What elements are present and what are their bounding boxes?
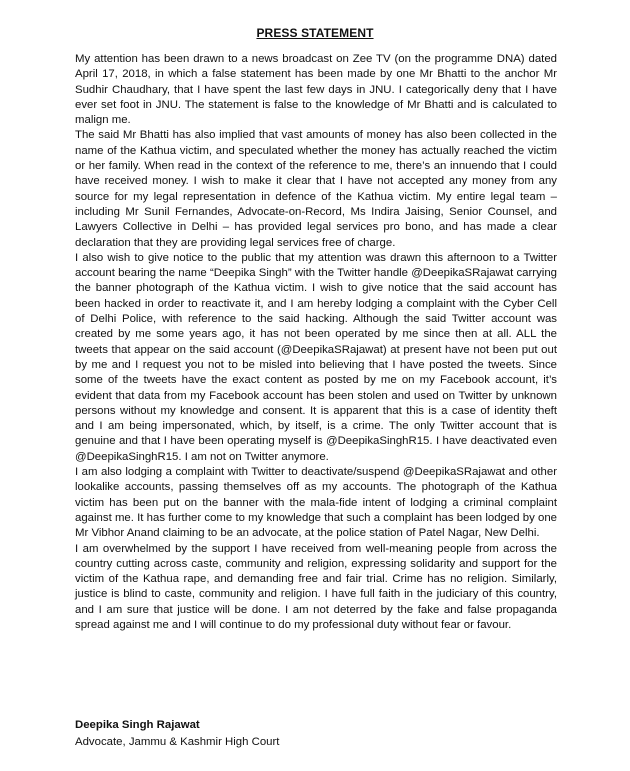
- paragraph-jnu-denial: My attention has been drawn to a news broadcast on Zee TV (on the programme DNA) dated April 17, 2018, in which a false statement has been made by one Mr Bhatti to the anchor Mr Sudhir Chaudhary, that I have spent the last few days in JNU. I categorically deny that I have ever set foot in JNU. The statement is false to the knowledge of Mr Bhatti and is calculated to malign me.: [75, 53, 557, 127]
- signatory-name: Deepika Singh Rajawat: [75, 719, 200, 731]
- paragraph-twitter-hacking: I also wish to give notice to the public that my attention was drawn this afternoon to a Twitter account bearing the name “Deepika Singh” with the Twitter handle @DeepikaSRajawat carrying the banner photograph of the Kathua victim. I wish to give notice that the said account has been hacked in order to reactivate it, and I am hereby lodging a complaint with the Cyber Cell of Delhi Police, with reference to the said hacking. Although the said Twitter account was created by me some years ago, it has not been operated by me since then at all. ALL the tweets that appear on the said account (@DeepikaSRajawat) at present have not been put out by me and I request you not to be misled into believing that I have posted the tweets. Since some of the tweets have the exact content as posted by me on my Facebook account, it’s evident that data from my Facebook account has been stolen and used on Twitter by unknown persons without my knowledge and consent. It is apparent that this is a case of identity theft and I am being impersonated, which, by itself, is a crime. The only Twitter account that is genuine and that I have been operating myself is @DeepikaSinghR15. I have deactivated even @DeepikaSinghR15. I am not on Twitter anymore.: [75, 251, 557, 463]
- document-title: PRESS STATEMENT: [256, 26, 374, 40]
- signatory-role: Advocate, Jammu & Kashmir High Court: [75, 736, 280, 748]
- paragraph-money-allegation: The said Mr Bhatti has also implied that vast amounts of money has also been collected in the name of the Kathua victim, and speculated whether the money has actually reached the victim or her family. When read in the context of the reference to me, there’s an innuendo that I could have received money. I wish to make it clear that I have not accepted any money from any source for my legal representation in defence of the Kathua victim. My entire legal team – including Mr Sunil Fernandes, Advocate-on-Record, Ms Indira Jaising, Senior Counsel, and Lawyers Collective in Delhi – has provided legal services pro bono, and has made a clear declaration that they are providing legal services free of charge.: [75, 129, 557, 249]
- signature-block: [75, 717, 557, 751]
- paragraph-complaint: I am also lodging a complaint with Twitter to deactivate/suspend @DeepikaSRajawat and other lookalike accounts, passing themselves off as my accounts. The photograph of the Kathua victim has been put on the banner with the mala-fide intent of lodging a criminal complaint against me. It has further come to my knowledge that such a complaint has been lodged by one Mr Vibhor Anand claiming to be an advocate, at the police station of Patel Nagar, New Delhi.: [75, 466, 557, 540]
- statement-body: [75, 52, 557, 633]
- paragraph-support: I am overwhelmed by the support I have received from well-meaning people from across the country cutting across caste, community and religion, expressing solidarity and support for the victim of the Kathua rape, and demanding free and fair trial. Crime has no religion. Similarly, justice is blind to caste, community and religion. I have full faith in the judiciary of this country, and I am sure that justice will be done. I am not deterred by the fake and false propaganda spread against me and I will continue to do my professional duty without fear or favour.: [75, 542, 557, 631]
